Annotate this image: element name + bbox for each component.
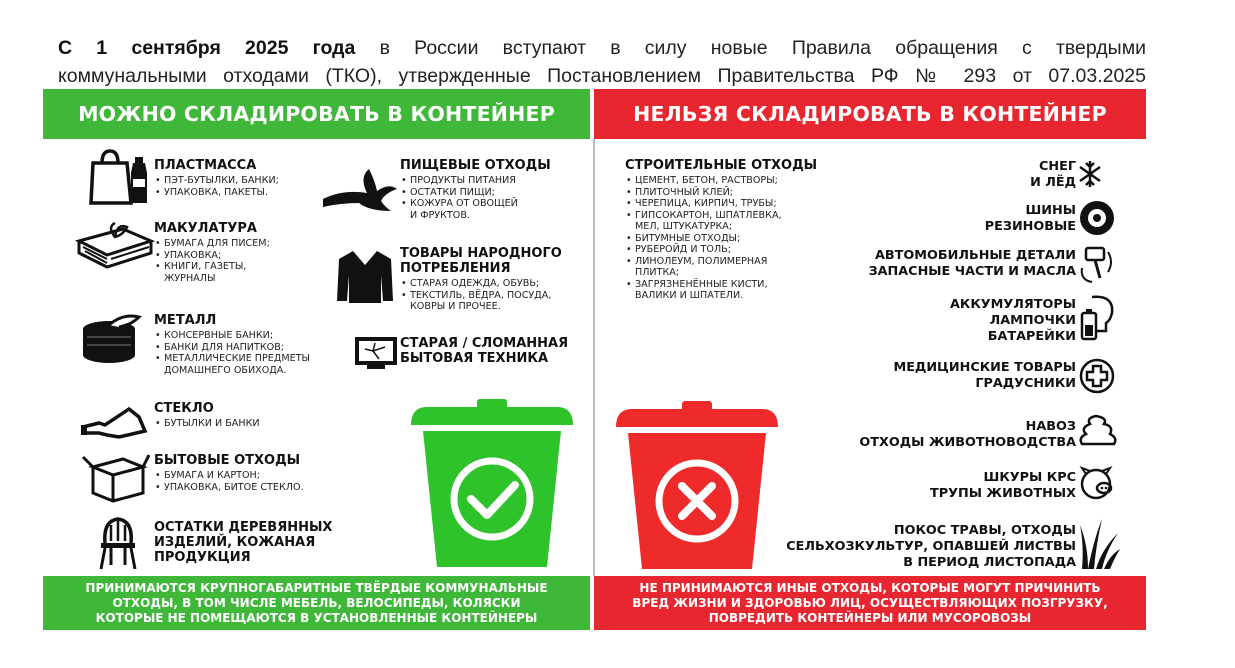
- sweater-icon: [335, 249, 395, 305]
- metal-title: МЕТАЛЛ: [154, 313, 217, 328]
- glass-item: • БУТЫЛКИ И БАНКИ: [154, 418, 260, 430]
- plastic-item: • ПЭТ-БУТЫЛКИ, БАНКИ;: [154, 175, 279, 187]
- goods-item: КОВРЫ И ПРОЧЕЕ.: [410, 301, 501, 312]
- appliances-title-line: СТАРАЯ / СЛОМАННАЯ: [400, 336, 569, 351]
- goods-title-line: ТОВАРЫ НАРОДНОГО: [400, 246, 562, 261]
- appliances-title-line: БЫТОВАЯ ТЕХНИКА: [400, 351, 549, 366]
- construction-item: • БИТУМНЫЕ ОТХОДЫ;: [625, 233, 817, 245]
- metal-item: • МЕТАЛЛИЧЕСКИЕ ПРЕДМЕТЫ: [154, 353, 310, 365]
- construction-item: • ПЛИТОЧНЫЙ КЛЕЙ;: [625, 187, 817, 199]
- paper-item: • БУМАГА ДЛЯ ПИСЕМ;: [154, 238, 270, 250]
- snow-line: И ЛЁД: [1030, 175, 1076, 190]
- intro-line2: коммунальными отходами (ТКО), утвержденные Постановлением Правительства РФ № 293 от 07.03.2025: [58, 65, 1146, 87]
- tire-icon: [1078, 199, 1116, 237]
- forbidden-footer-line: НЕ ПРИНИМАЮТСЯ ИНЫЕ ОТХОДЫ, КОТОРЫЕ МОГУТ ПРИЧИНИТЬ: [639, 580, 1101, 595]
- food-title: ПИЩЕВЫЕ ОТХОДЫ: [400, 158, 551, 173]
- tin-can-icon: [79, 311, 151, 365]
- red-bin-icon: [612, 399, 782, 571]
- food-item: • КОЖУРА ОТ ОВОЩЕЙ: [400, 198, 551, 210]
- paper-item: ЖУРНАЛЫ: [164, 272, 216, 284]
- auto-line: АВТОМОБИЛЬНЫЕ ДЕТАЛИ: [874, 248, 1076, 263]
- household-item: • БУМАГА И КАРТОН;: [154, 470, 304, 482]
- food-item: • ПРОДУКТЫ ПИТАНИЯ: [400, 175, 551, 187]
- metal-item: • КОНСЕРВНЫЕ БАНКИ;: [154, 330, 310, 342]
- pig-icon: [1078, 466, 1118, 502]
- manure-icon: [1078, 412, 1118, 448]
- green-bin-icon: [407, 397, 577, 569]
- batteries-line: ЛАМПОЧКИ: [989, 313, 1076, 328]
- grass-line: В ПЕРИОД ЛИСТОПАДА: [903, 555, 1076, 570]
- plastic-bag-bottle-icon: [87, 149, 153, 205]
- banana-peel-icon: [319, 167, 399, 213]
- household-item: • УПАКОВКА, БИТОЕ СТЕКЛО.: [154, 482, 304, 494]
- paper-item: • КНИГИ, ГАЗЕТЫ,: [154, 261, 270, 273]
- category-plastic: [154, 158, 279, 198]
- batteries-line: БАТАРЕЙКИ: [987, 329, 1076, 344]
- forbidden-hides: [930, 470, 1076, 502]
- wooden-chair-icon: [95, 517, 141, 571]
- construction-item: ПЛИТКА;: [635, 267, 680, 278]
- forbidden-footer-line: ВРЕД ЖИЗНИ И ЗДОРОВЬЮ ЛИЦ, ОСУЩЕСТВЛЯЮЩИХ ПОЗГРУЗКУ,: [632, 595, 1108, 610]
- manure-line: НАВОЗ: [1025, 419, 1076, 434]
- forbidden-header: НЕЛЬЗЯ СКЛАДИРОВАТЬ В КОНТЕЙНЕР: [594, 89, 1146, 139]
- snowflake-icon: [1078, 159, 1102, 189]
- category-food: [400, 158, 551, 221]
- paper-item: • УПАКОВКА;: [154, 250, 270, 262]
- medical-line: ГРАДУСНИКИ: [975, 376, 1076, 391]
- construction-title: СТРОИТЕЛЬНЫЕ ОТХОДЫ: [625, 158, 818, 173]
- manure-line: ОТХОДЫ ЖИВОТНОВОДСТВА: [859, 435, 1076, 450]
- wood-title-line: ПРОДУКЦИЯ: [154, 550, 251, 565]
- goods-item: • ТЕКСТИЛЬ, ВЁДРА, ПОСУДА,: [400, 290, 562, 302]
- forbidden-grass: [786, 523, 1076, 571]
- construction-item: ВАЛИКИ И ШПАТЕЛИ.: [635, 290, 744, 301]
- hides-line: ШКУРЫ КРС: [983, 470, 1076, 485]
- wood-title-line: ИЗДЕЛИЙ, КОЖАНАЯ: [154, 535, 316, 550]
- intro-text: [58, 34, 1146, 90]
- goods-title-line: ПОТРЕБЛЕНИЯ: [400, 261, 511, 276]
- goods-item: • СТАРАЯ ОДЕЖДА, ОБУВЬ;: [400, 278, 562, 290]
- auto-line: ЗАПАСНЫЕ ЧАСТИ И МАСЛА: [868, 264, 1076, 279]
- glass-title: СТЕКЛО: [154, 401, 214, 416]
- intro-line1: в России вступают в силу новые Правила обращения с твердыми: [379, 37, 1146, 59]
- intro-lead: С 1 сентября 2025 года: [58, 37, 356, 59]
- metal-item: • БАНКИ ДЛЯ НАПИТКОВ;: [154, 342, 310, 354]
- category-appliances: [400, 336, 568, 366]
- medical-line: МЕДИЦИНСКИЕ ТОВАРЫ: [893, 360, 1076, 375]
- forbidden-manure: [859, 419, 1076, 451]
- construction-item: • РУБЕРОЙД И ТОЛЬ;: [625, 244, 817, 256]
- category-household: [154, 453, 304, 493]
- grass-line: ПОКОС ТРАВЫ, ОТХОДЫ: [893, 523, 1076, 538]
- allowed-footer-line: ПРИНИМАЮТСЯ КРУПНОГАБАРИТНЫЕ ТВЁРДЫЕ КОММУНАЛЬНЫЕ: [85, 580, 548, 595]
- category-paper: [154, 221, 270, 284]
- construction-item: • ЛИНОЛЕУМ, ПОЛИМЕРНАЯ: [625, 256, 817, 268]
- category-construction: [625, 158, 817, 302]
- paper-bundle-icon: [75, 219, 155, 269]
- category-glass: [154, 401, 260, 430]
- household-title: БЫТОВЫЕ ОТХОДЫ: [154, 453, 301, 468]
- metal-item: ДОМАШНЕГО ОБИХОДА.: [164, 364, 287, 376]
- center-divider: [593, 139, 595, 576]
- broken-tv-icon: [353, 335, 399, 371]
- category-goods: [400, 246, 562, 313]
- snow-line: СНЕГ: [1039, 159, 1076, 174]
- forbidden-medical: [893, 360, 1076, 392]
- battery-bulb-icon: [1078, 293, 1116, 343]
- plastic-title: ПЛАСТМАССА: [154, 158, 257, 173]
- construction-item: • ЦЕМЕНТ, БЕТОН, РАСТВОРЫ;: [625, 175, 817, 187]
- grass-icon: [1078, 515, 1122, 571]
- wood-title-line: ОСТАТКИ ДЕРЕВЯННЫХ: [154, 520, 333, 535]
- broken-bottle-icon: [79, 401, 151, 441]
- construction-item: • ГИПСОКАРТОН, ШПАТЛЕВКА,: [625, 210, 817, 222]
- food-item: • ОСТАТКИ ПИЩИ;: [400, 187, 551, 199]
- forbidden-tires: [985, 203, 1076, 235]
- tires-line: ШИНЫ: [1025, 203, 1076, 218]
- forbidden-snow: [1030, 159, 1076, 191]
- piston-icon: [1078, 244, 1114, 284]
- construction-item: • ЗАГРЯЗНЕНЁННЫЕ КИСТИ,: [625, 279, 817, 291]
- construction-item: • ЧЕРЕПИЦА, КИРПИЧ, ТРУБЫ;: [625, 198, 817, 210]
- tires-line: РЕЗИНОВЫЕ: [984, 219, 1076, 234]
- batteries-line: АККУМУЛЯТОРЫ: [949, 297, 1076, 312]
- allowed-footer: [43, 576, 590, 630]
- category-wood: [154, 520, 332, 565]
- forbidden-footer-line: ПОВРЕДИТЬ КОНТЕЙНЕРЫ ИЛИ МУСОРОВОЗЫ: [708, 610, 1032, 625]
- medical-cross-icon: [1078, 357, 1116, 395]
- allowed-header: МОЖНО СКЛАДИРОВАТЬ В КОНТЕЙНЕР: [43, 89, 590, 139]
- forbidden-footer: [594, 576, 1146, 630]
- cardboard-box-icon: [81, 451, 151, 503]
- infographic-poster: [43, 89, 1146, 630]
- food-item: И ФРУКТОВ.: [410, 209, 470, 221]
- forbidden-batteries: [950, 297, 1076, 345]
- category-metal: [154, 313, 310, 376]
- paper-title: МАКУЛАТУРА: [154, 221, 257, 236]
- hides-line: ТРУПЫ ЖИВОТНЫХ: [930, 486, 1076, 501]
- forbidden-auto: [869, 248, 1076, 280]
- allowed-footer-line: КОТОРЫЕ НЕ ПОМЕЩАЮТСЯ В УСТАНОВЛЕННЫЕ КОНТЕЙНЕРЫ: [95, 610, 538, 625]
- construction-item: МЕЛ, ШТУКАТУРКА;: [635, 221, 733, 232]
- plastic-item: • УПАКОВКА, ПАКЕТЫ.: [154, 187, 279, 199]
- grass-line: СЕЛЬХОЗКУЛЬТУР, ОПАВШЕЙ ЛИСТВЫ: [786, 539, 1076, 554]
- allowed-footer-line: ОТХОДЫ, В ТОМ ЧИСЛЕ МЕБЕЛЬ, ВЕЛОСИПЕДЫ, КОЛЯСКИ: [112, 595, 521, 610]
